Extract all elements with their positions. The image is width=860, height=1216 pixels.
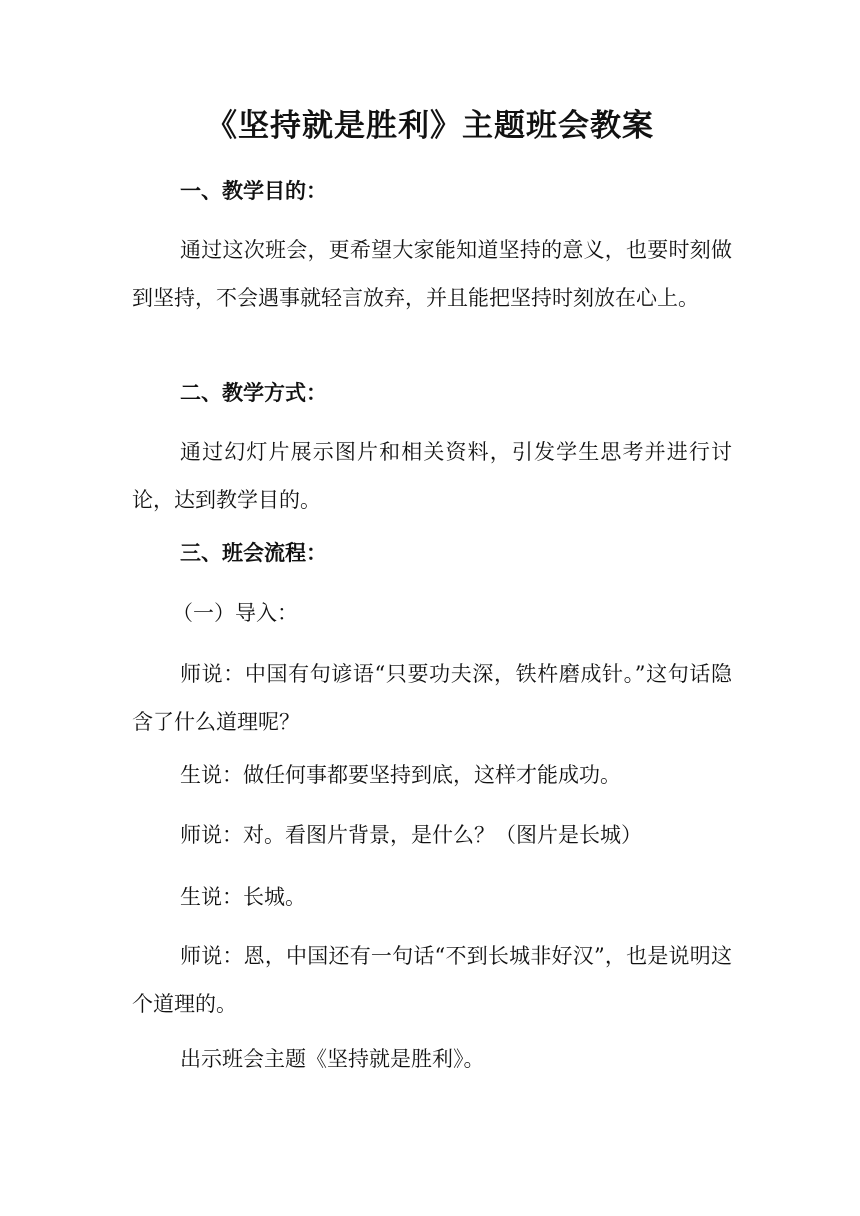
objectives-paragraph: 通过这次班会，更希望大家能知道坚持的意义，也要时刻做到坚持，不会遇事就轻言放弃，并且能把坚持时刻放在心上。 [132, 238, 732, 310]
section-heading-process: 三、班会流程： [180, 540, 327, 565]
method-paragraph: 通过幻灯片展示图片和相关资料，引发学生思考并进行讨论，达到教学目的。 [132, 440, 732, 512]
dialogue-line-3: 师说：对。看图片背景，是什么？（图片是长城） [180, 823, 642, 847]
dialogue-line-2: 生说：做任何事都要坚持到底，这样才能成功。 [180, 763, 621, 787]
dialogue-line-6: 出示班会主题《坚持就是胜利》。 [180, 1047, 485, 1071]
subheading-intro: （一）导入： [172, 601, 298, 625]
dialogue-line-5: 师说：恩，中国还有一句话“不到长城非好汉”，也是说明这个道理的。 [132, 944, 732, 1016]
dialogue-line-4: 生说：长城。 [180, 885, 306, 909]
document-title: 《坚持就是胜利》主题班会教案 [206, 108, 654, 144]
section-heading-method: 二、教学方式： [180, 380, 327, 405]
section-heading-objectives: 一、教学目的： [180, 178, 327, 203]
dialogue-line-1: 师说：中国有句谚语“只要功夫深，铁杵磨成针。”这句话隐含了什么道理呢？ [132, 662, 732, 734]
